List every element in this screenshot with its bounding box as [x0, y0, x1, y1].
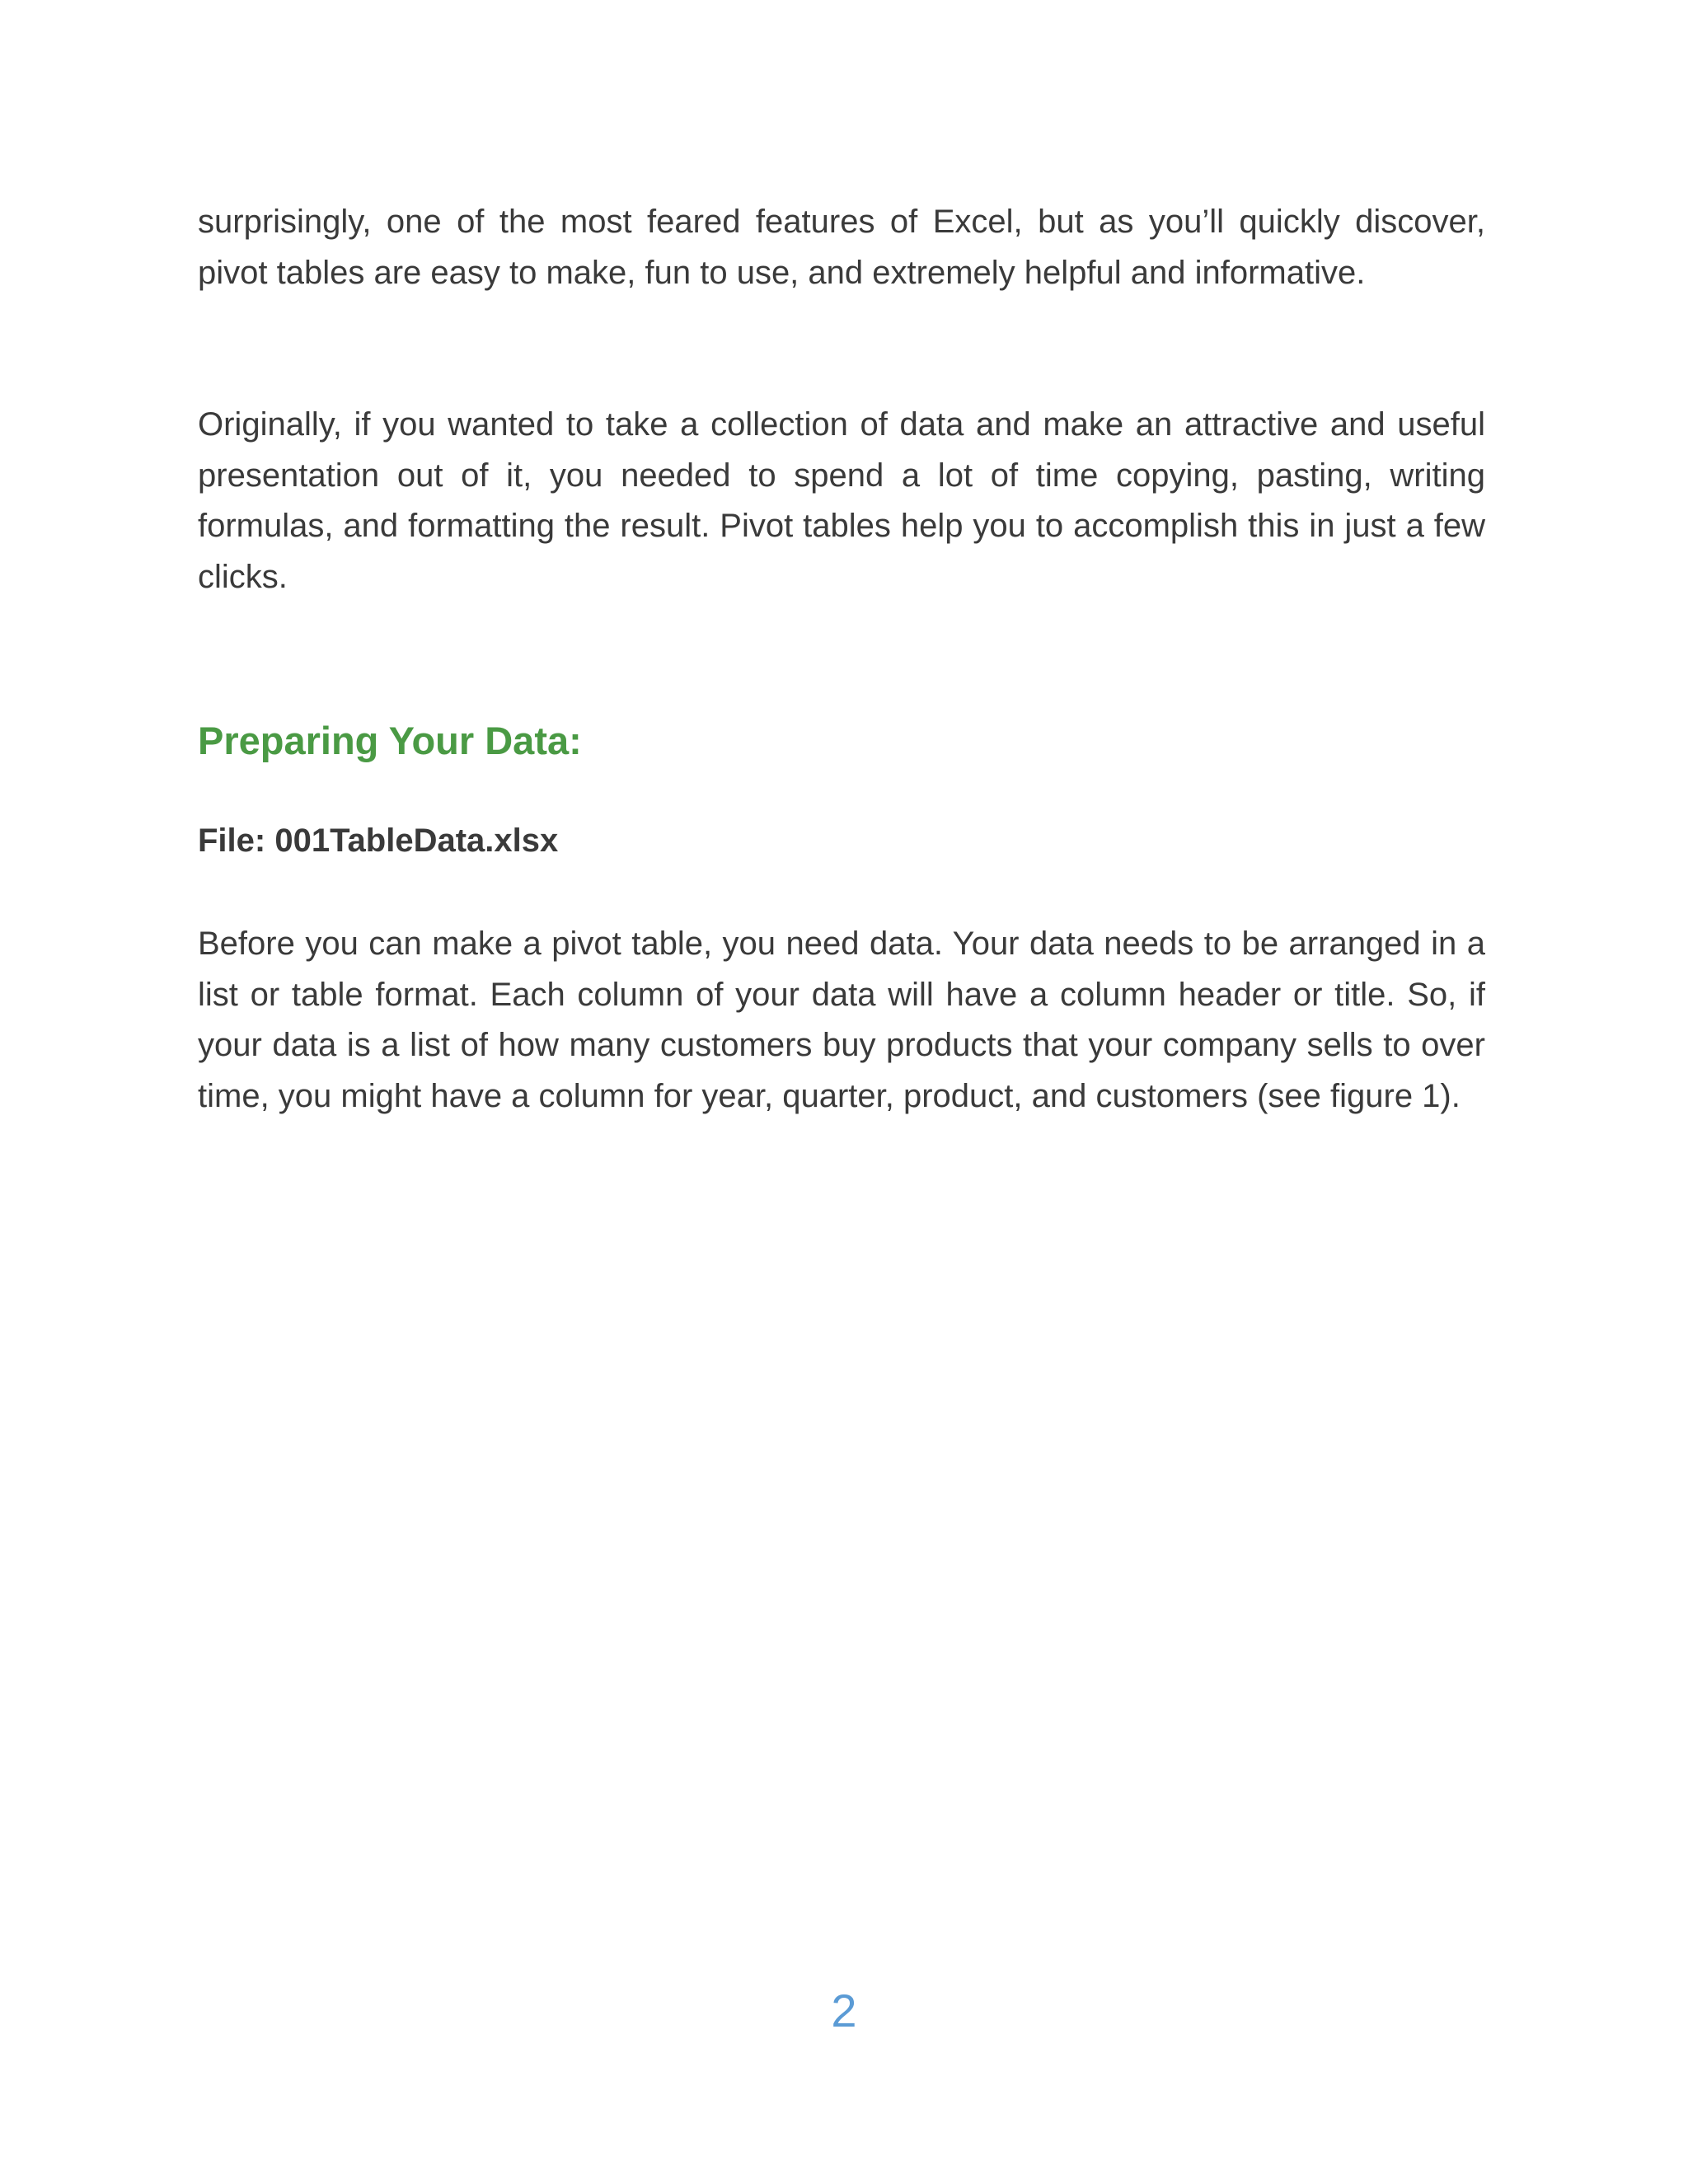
page-number: 2	[831, 1985, 857, 2036]
intro-paragraph-continued: surprisingly, one of the most feared features of Excel, but as you’ll quickly discover, pivot tables are easy to make, fun to use, and extremely helpful and informative.	[198, 204, 1485, 291]
originally-paragraph: Originally, if you wanted to take a collection of data and make an attractive and useful presentation out of it, you needed to spend a lot of time copying, pasting, writing formulas, and formatting the result. Pivot tables help you to accomplish this in just a few clicks.	[198, 406, 1485, 595]
file-name-label: File: 001TableData.xlsx	[198, 823, 559, 859]
section-heading: Preparing Your Data:	[198, 719, 582, 762]
preparing-data-paragraph: Before you can make a pivot table, you need data. Your data needs to be arranged in a list or table format. Each column of your data will have a column header or title. So, if your data is a list of how many customers buy products that your company sells to over time, you might have a column for year, quarter, product, and customers (see figure 1).	[198, 926, 1485, 1114]
